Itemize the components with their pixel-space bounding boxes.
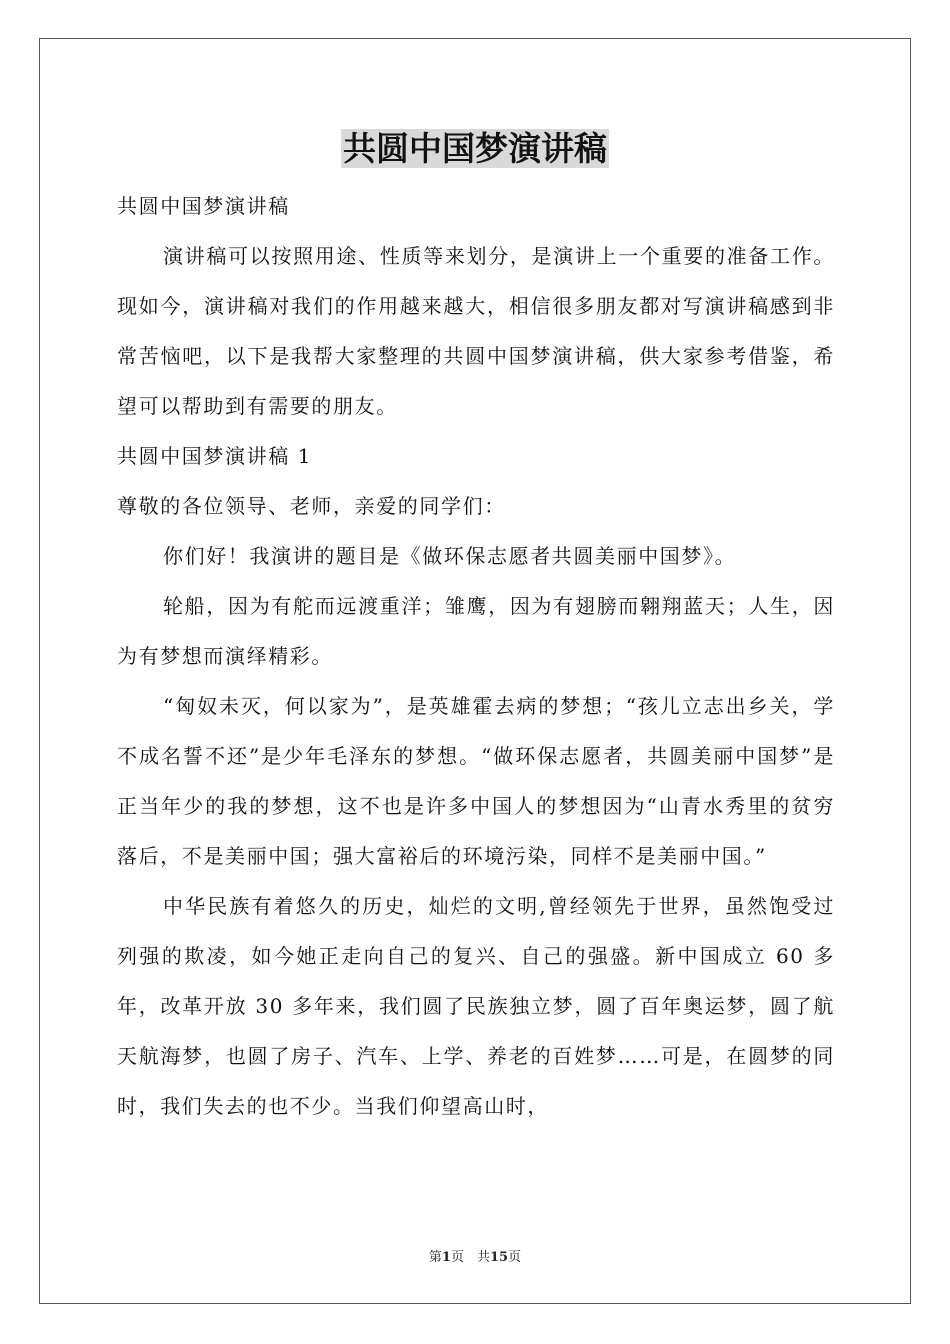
footer-page-mid: 页 共 — [450, 1250, 490, 1265]
paragraph-dreams-quotes: “匈奴未灭，何以家为”，是英雄霍去病的梦想；“孩儿立志出乡关，学不成名誓不还”是少年毛泽东的梦想。“做环保志愿者，共圆美丽中国梦”是正当年少的我的梦想，这不也是许多中国人的梦想因为“山青水秀里的贫穷落后，不是美丽中国；强大富裕后的环境污染，同样不是美丽中国。” — [117, 694, 835, 868]
footer-page-prefix: 第 — [428, 1250, 442, 1265]
footer-page-suffix: 页 — [508, 1250, 522, 1265]
document-title-text: 共圆中国梦演讲稿 — [343, 129, 607, 168]
footer-page-current: 1 — [441, 1250, 451, 1265]
footer-page-total: 15 — [489, 1250, 509, 1265]
paragraph-subtitle: 共圆中国梦演讲稿 — [117, 194, 290, 218]
paragraph-intro: 演讲稿可以按照用途、性质等来划分，是演讲上一个重要的准备工作。现如今，演讲稿对我们的作用越来越大，相信很多朋友都对写演讲稿感到非常苦恼吧，以下是我帮大家整理的共圆中国梦演讲稿，供大家参考借鉴，希望可以帮助到有需要的朋友。 — [117, 244, 835, 418]
document-body — [117, 181, 835, 1131]
paragraph-section-heading: 共圆中国梦演讲稿 1 — [117, 444, 313, 468]
paragraph-ship-eagle: 轮船，因为有舵而远渡重洋；雏鹰，因为有翅膀而翱翔蓝天；人生，因为有梦想而演绎精彩。 — [117, 594, 835, 668]
document-title — [0, 126, 950, 172]
page-footer — [0, 1249, 950, 1267]
paragraph-nation-history: 中华民族有着悠久的历史，灿烂的文明,曾经领先于世界，虽然饱受过列强的欺凌，如今她正走向自己的复兴、自己的强盛。新中国成立 60 多年，改革开放 30 多年来，我们圆了民族独立梦，圆了百年奥运梦，圆了航天航海梦，也圆了房子、汽车、上学、养老的百姓梦……可是，在圆梦的同时，我们失去的也不少。当我们仰望高山时， — [117, 894, 835, 1118]
paragraph-salutation: 尊敬的各位领导、老师，亲爱的同学们： — [117, 494, 506, 518]
paragraph-greeting: 你们好！我演讲的题目是《做环保志愿者共圆美丽中国梦》。 — [163, 544, 737, 568]
